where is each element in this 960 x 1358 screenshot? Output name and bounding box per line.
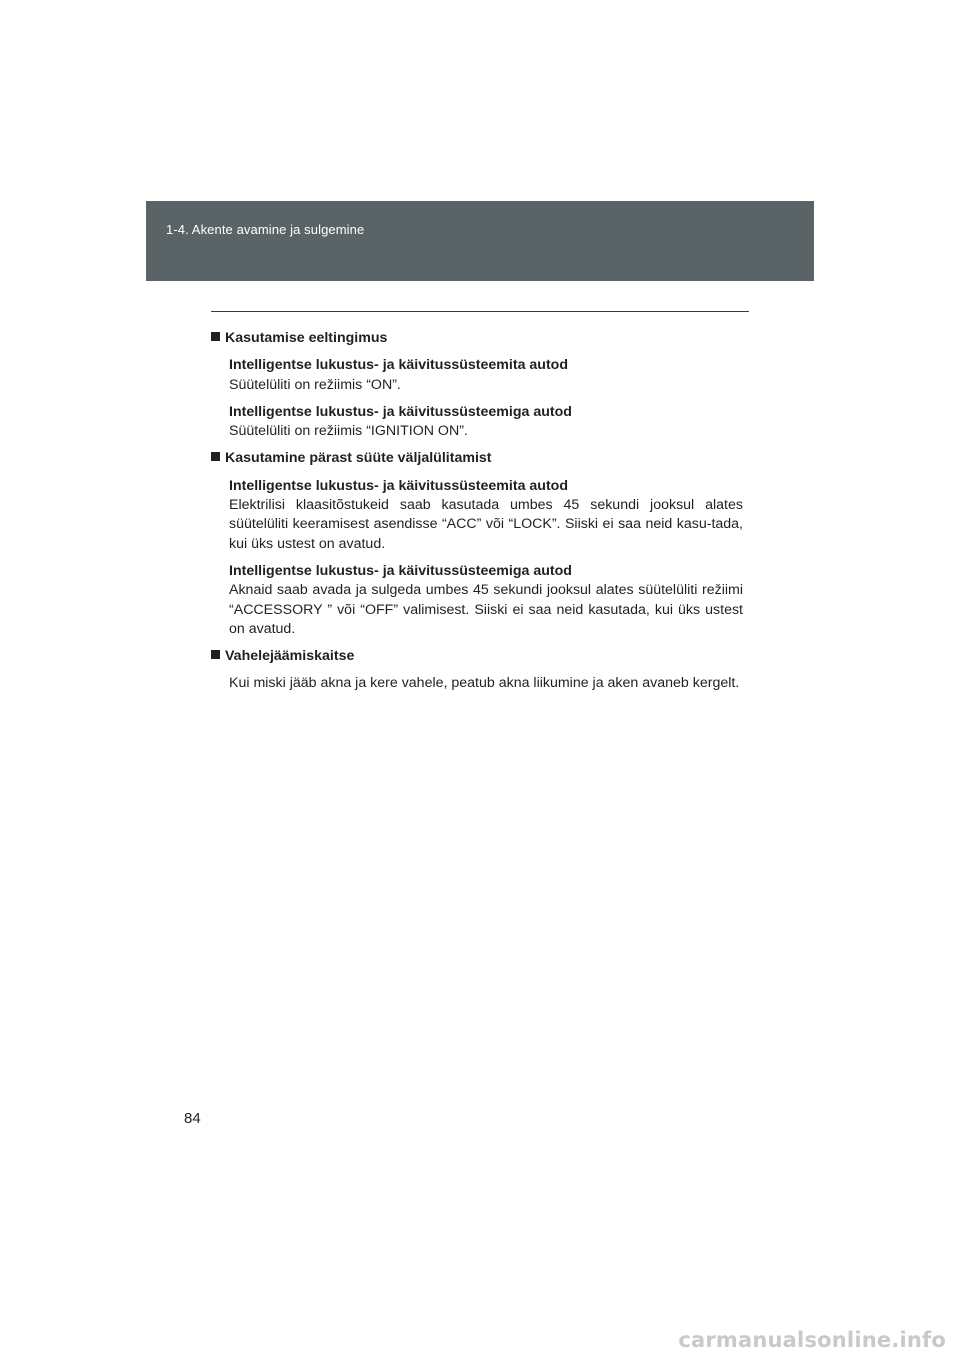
subheading: Intelligentse lukustus- ja käivitussüsteemiga autod [229,403,572,420]
square-bullet-icon [211,650,220,659]
section-heading: Kasutamine pärast süüte väljalülitamist [211,449,743,468]
content-block [229,356,743,395]
paragraph: Süütelüliti on režiimis “IGNITION ON”. [229,423,468,440]
subheading: Intelligentse lukustus- ja käivitussüsteemita autod [229,477,569,494]
watermark-text: carmanualsonline.info [678,1328,946,1352]
subheading: Intelligentse lukustus- ja käivitussüsteemita autod [229,357,569,374]
section-usage-conditions [211,329,743,441]
section-after-ignition-off [211,449,743,639]
content-block [229,562,743,639]
page-number: 84 [184,1110,201,1127]
chapter-header-band [146,201,814,281]
square-bullet-icon [211,332,220,341]
content-block [229,674,743,693]
divider-rule [211,311,749,312]
paragraph: Elektrilisi klaasitõstukeid saab kasutada umbes 45 sekundi jooksul alates süütelüliti keeramisest asendisse “ACC” või “LOCK”. Siiski ei saa neid kasu-tada, kui üks ustest on avatud. [229,497,743,552]
content-block [229,477,743,554]
section-heading: Vahelejäämiskaitse [211,647,743,666]
paragraph: Aknaid saab avada ja sulgeda umbes 45 sekundi jooksul alates süütelüliti režiimi “ACCESSORY ” või “OFF” valimisest. Siiski ei saa neid kasutada, kui üks ustest on avatud. [229,582,743,637]
paragraph: Kui miski jääb akna ja kere vahele, peatub akna liikumine ja aken avaneb kergelt. [229,675,740,692]
section-jam-protection [211,647,743,694]
square-bullet-icon [211,452,220,461]
paragraph: Süütelüliti on režiimis “ON”. [229,376,401,393]
content-area [211,329,743,694]
content-block [229,403,743,442]
subheading: Intelligentse lukustus- ja käivitussüsteemiga autod [229,562,572,579]
chapter-title: 1-4. Akente avamine ja sulgemine [166,222,365,237]
section-heading: Kasutamise eeltingimus [211,329,743,348]
